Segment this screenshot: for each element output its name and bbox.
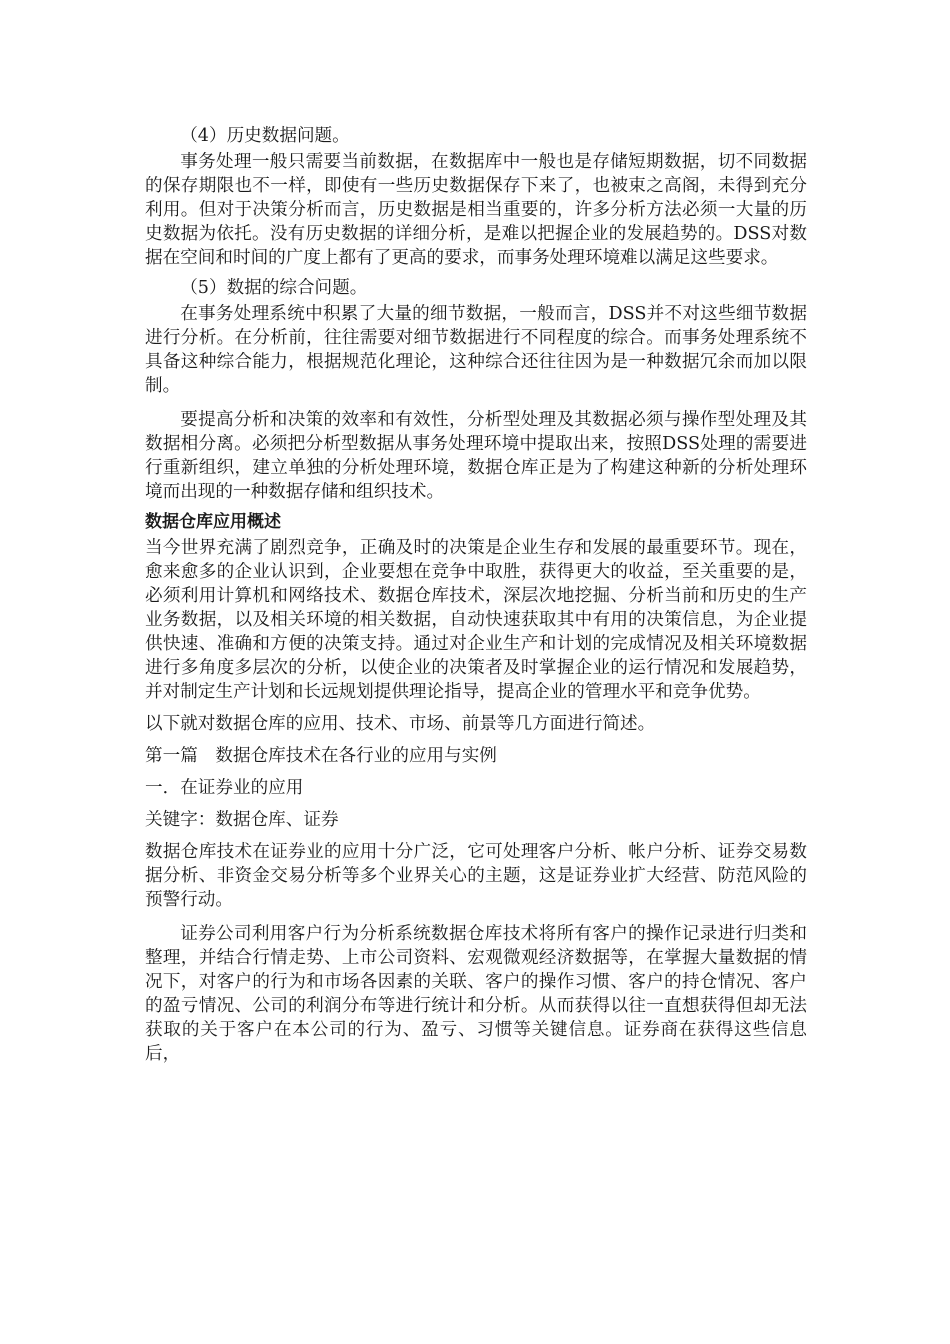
paragraph-overview: 当今世界充满了剧烈竞争，正确及时的决策是企业生存和发展的最重要环节。现在，愈来愈多的企业认识到，企业要想在竞争中取胜，获得更大的收益，至关重要的是，必须利用计算机和网络技术、数据仓库技术，深层次地挖掘、分析当前和历史的生产业务数据，以及相关环境的相关数据，自动快速获取其中有用的决策信息，为企业提供快速、准确和方便的决策支持。通过对企业生产和计划的完成情况及相关环境数据进行多角度多层次的分析，以使企业的决策者及时掌握企业的运行情况和发展趋势，并对制定生产计划和长远规划提供理论指导，提高企业的管理水平和竞争优势。 xyxy=(145,538,807,702)
document-page xyxy=(145,118,807,1066)
paragraph-securities-company: 证券公司利用客户行为分析系统数据仓库技术将所有客户的操作记录进行归类和整理，并结合行情走势、上市公司资料、宏观微观经济数据等，在掌握大量数据的情况下，对客户的行为和市场各因素的关联、客户的操作习惯、客户的持仓情况、客户的盈亏情况、公司的利润分布等进行统计和分析。从而获得以往一直想获得但却无法获取的关于客户在本公司的行为、盈亏、习惯等关键信息。证券商在获得这些信息后， xyxy=(145,924,807,1064)
paragraph-securities: 数据仓库技术在证券业的应用十分广泛，它可处理客户分析、帐户分析、证券交易数据分析、非资金交易分析等多个业界关心的主题，这是证券业扩大经营、防范风险的预警行动。 xyxy=(145,842,807,910)
chapter-title: 一．在证券业的应用 xyxy=(145,778,304,798)
section-title: 数据仓库应用概述 xyxy=(145,512,281,532)
paragraph-separation: 要提高分析和决策的效率和有效性，分析型处理及其数据必须与操作型处理及其数据相分离。必须把分析型数据从事务处理环境中提取出来，按照DSS处理的需要进行重新组织，建立单独的分析处理环境，数据仓库正是为了构建这种新的分析处理环境而出现的一种数据存储和组织技术。 xyxy=(145,410,807,502)
paragraph-intro: 以下就对数据仓库的应用、技术、市场、前景等几方面进行简述。 xyxy=(145,714,656,734)
paragraph-data-synthesis: 在事务处理系统中积累了大量的细节数据，一般而言，DSS并不对这些细节数据进行分析。在分析前，往往需要对细节数据进行不同程度的综合。而事务处理系统不具备这种综合能力，根据规范化理论，这种综合还往往因为是一种数据冗余而加以限制。 xyxy=(145,304,807,396)
subheading-data-synthesis: （5）数据的综合问题。 xyxy=(180,278,368,298)
keywords-line: 关键字：数据仓库、证券 xyxy=(145,810,339,830)
paragraph-history-data: 事务处理一般只需要当前数据，在数据库中一般也是存储短期数据，切不同数据的保存期限也不一样，即使有一些历史数据保存下来了，也被束之高阁，未得到充分利用。但对于决策分析而言，历史数据是相当重要的，许多分析方法必须一大量的历史数据为依托。没有历史数据的详细分析，是难以把握企业的发展趋势的。DSS对数据在空间和时间的广度上都有了更高的要求，而事务处理环境难以满足这些要求。 xyxy=(145,152,807,268)
part-title: 第一篇 数据仓库技术在各行业的应用与实例 xyxy=(145,746,497,766)
subheading-history-data: （4）历史数据问题。 xyxy=(180,126,350,146)
